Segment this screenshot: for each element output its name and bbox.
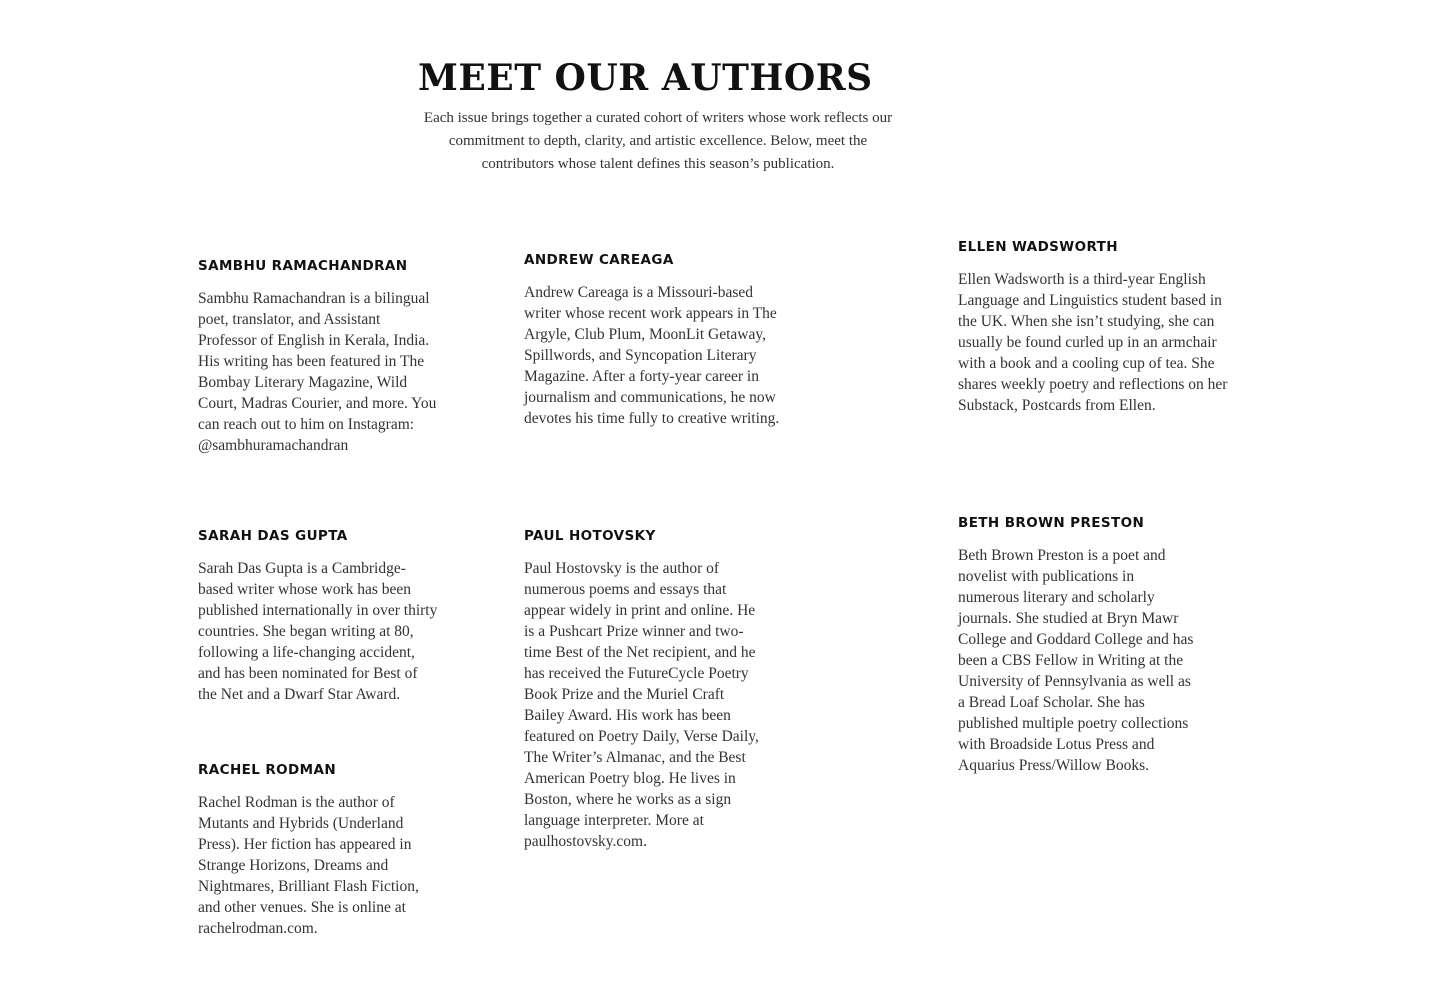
author-card-sarah-das-gupta xyxy=(198,526,438,705)
author-name: ANDREW CAREAGA xyxy=(524,252,674,268)
author-name: SAMBHU RAMACHANDRAN xyxy=(198,258,408,274)
author-card-beth-brown-preston xyxy=(958,513,1198,776)
author-bio: Ellen Wadsworth is a third-year English Language and Linguistics student based in the UK. When she isn’t studying, she can usually be found curled up in an armchair with a book and a cooling cup of tea. She shares weekly poetry and reflections on her Substack, Postcards from Ellen. xyxy=(958,271,1228,414)
author-bio: Andrew Careaga is a Missouri-based writer whose recent work appears in The Argyle, Club Plum, MoonLit Getaway, Spillwords, and Syncopation Literary Magazine. After a forty-year career in journalism and communications, he now devotes his time fully to creative writing. xyxy=(524,284,780,427)
author-name: ELLEN WADSWORTH xyxy=(958,239,1118,255)
intro-text: Each issue brings together a curated cohort of writers whose work reflects our commitment to depth, clarity, and artistic excellence. Below, meet the contributors whose talent defines this season’s publication. xyxy=(423,110,893,172)
author-bio: Beth Brown Preston is a poet and novelist with publications in numerous literary and scholarly journals. She studied at Bryn Mawr College and Goddard College and has been a CBS Fellow in Writing at the University of Pennsylvania as well as a Bread Loaf Scholar. She has published multiple poetry collections with Broadside Lotus Press and Aquarius Press/Willow Books. xyxy=(958,547,1194,774)
author-card-paul-hostovsky xyxy=(524,526,764,852)
author-bio: Paul Hostovsky is the author of numerous poems and essays that appear widely in print and online. He is a Pushcart Prize winner and two-time Best of the Net recipient, and he has received the FutureCycle Poetry Book Prize and the Muriel Craft Bailey Award. His work has been featured on Poetry Daily, Verse Daily, The Writer’s Almanac, and the Best American Poetry blog. He lives in Boston, where he works as a sign language interpreter. More at paulhostovsky.com. xyxy=(524,560,759,850)
author-card-sambhu-ramachandran xyxy=(198,256,438,456)
author-name: BETH BROWN PRESTON xyxy=(958,515,1145,531)
author-card-andrew-careaga xyxy=(524,250,786,429)
page-title: MEET OUR AUTHORS xyxy=(418,57,873,99)
author-card-ellen-wadsworth xyxy=(958,237,1228,416)
author-name: PAUL HOTOVSKY xyxy=(524,528,656,544)
author-bio: Sarah Das Gupta is a Cambridge-based writer whose work has been published internationally in over thirty countries. She began writing at 80, following a life-changing accident, and has been nominated for Best of the Net and a Dwarf Star Award. xyxy=(198,560,438,703)
author-bio: Sambhu Ramachandran is a bilingual poet, translator, and Assistant Professor of English in Kerala, India. His writing has been featured in The Bombay Literary Magazine, Wild Court, Madras Courier, and more. You can reach out to him on Instagram: @sambhuramachandran xyxy=(198,290,437,454)
author-card-rachel-rodman xyxy=(198,760,426,939)
author-bio: Rachel Rodman is the author of Mutants and Hybrids (Underland Press). Her fiction has appeared in Strange Horizons, Dreams and Nightmares, Brilliant Flash Fiction, and other venues. She is online at rachelrodman.com. xyxy=(198,794,419,937)
author-name: SARAH DAS GUPTA xyxy=(198,528,348,544)
author-name: RACHEL RODMAN xyxy=(198,762,337,778)
